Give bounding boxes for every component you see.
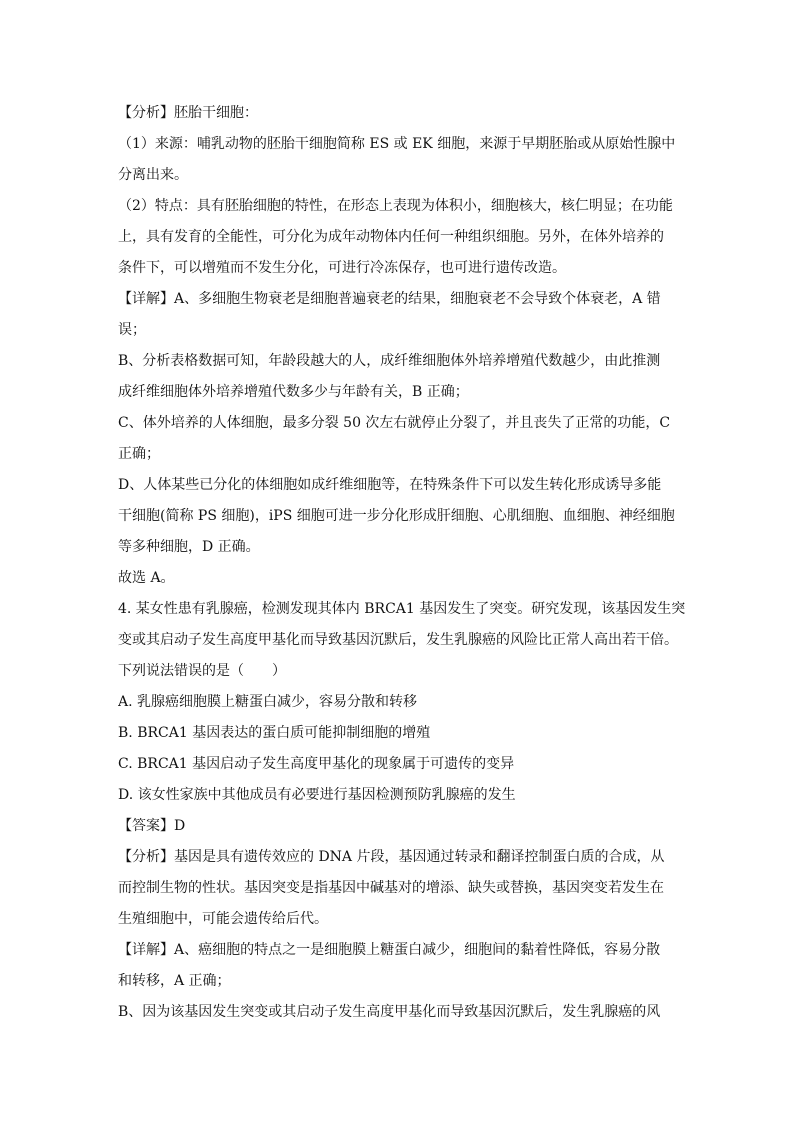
text-line: 误； [118,322,146,338]
text-line: C、体外培养的人体细胞，最多分裂 50 次左右就停止分裂了，并且丧失了正常的功能，C [118,415,671,431]
question-stem: 4. 某女性患有乳腺癌，检测发现其体内 BRCA1 基因发生了突变。研究发现，该基因发生突 [118,601,686,617]
question-stem: 变或其启动子发生高度甲基化而导致基因沉默后，发生乳腺癌的风险比正常人高出若干倍。 [118,632,678,648]
option-d: D. 该女性家族中其他成员有必要进行基因检测预防乳腺癌的发生 [118,787,516,803]
text-line: 故选 A。 [118,570,175,586]
text-line: 而控制生物的性状。基因突变是指基因中碱基对的增添、缺失或替换，基因突变若发生在 [118,880,664,896]
text-line: B、因为该基因发生突变或其启动子发生高度甲基化而导致基因沉默后，发生乳腺癌的风 [118,1004,661,1020]
text-line: 【详解】A、多细胞生物衰老是细胞普遍衰老的结果，细胞衰老不会导致个体衰老，A 错 [118,291,661,307]
text-line: （1）来源：哺乳动物的胚胎干细胞简称 ES 或 EK 细胞，来源于早期胚胎或从原始性腺中 [118,136,676,152]
option-b: B. BRCA1 基因表达的蛋白质可能抑制细胞的增殖 [118,725,431,741]
text-line: 【分析】基因是具有遗传效应的 DNA 片段，基因通过转录和翻译控制蛋白质的合成，从 [118,849,665,865]
text-line: B、分析表格数据可知，年龄段越大的人，成纤维细胞体外培养增殖代数越少，由此推测 [118,353,661,369]
text-line: 上，具有发育的全能性，可分化为成年动物体内任何一种组织细胞。另外，在体外培养的 [118,229,664,245]
text-line: 成纤维细胞体外培养增殖代数多少与年龄有关，B 正确； [118,384,469,400]
text-line: 和转移，A 正确； [118,973,231,989]
option-c: C. BRCA1 基因启动子发生高度甲基化的现象属于可遗传的变异 [118,756,515,772]
text-line: 等多种细胞，D 正确。 [118,539,260,555]
text-line: D、人体某些已分化的体细胞如成纤维细胞等，在特殊条件下可以发生转化形成诱导多能 [118,477,662,493]
text-line: 干细胞(简称 PS 细胞)，iPS 细胞可进一步分化形成肝细胞、心肌细胞、血细胞、神经细胞 [118,508,675,524]
answer-line: 【答案】D [118,818,186,834]
option-a: A. 乳腺癌细胞膜上糖蛋白减少，容易分散和转移 [118,694,418,710]
text-line: 分离出来。 [118,167,188,183]
text-line: 【详解】A、癌细胞的特点之一是细胞膜上糖蛋白减少，细胞间的黏着性降低，容易分散 [118,942,661,958]
text-line: （2）特点：具有胚胎细胞的特性，在形态上表现为体积小，细胞核大，核仁明显；在功能 [118,198,673,214]
text-line: 条件下，可以增殖而不发生分化，可进行冷冻保存，也可进行遗传改造。 [118,260,566,276]
text-line: 生殖细胞中，可能会遗传给后代。 [118,911,328,927]
text-line: 【分析】胚胎干细胞： [118,105,258,121]
text-line: 正确； [118,446,160,462]
question-stem: 下列说法错误的是（ ） [118,663,286,679]
